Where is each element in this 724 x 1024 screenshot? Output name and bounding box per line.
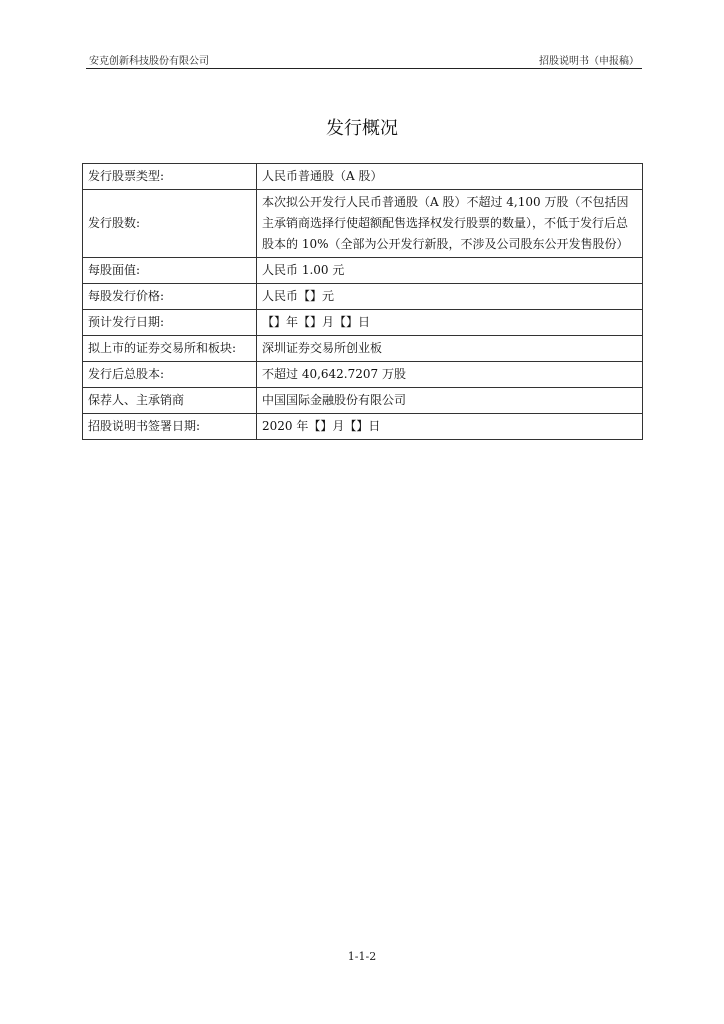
row-value: 不超过 40,642.7207 万股	[257, 362, 643, 388]
table-row-par-value	[83, 258, 643, 284]
table-row-signing-date	[83, 414, 643, 440]
row-value: 深圳证券交易所创业板	[257, 336, 643, 362]
table-row-stock-type	[83, 164, 643, 190]
row-value: 人民币普通股（A 股）	[257, 164, 643, 190]
row-label: 招股说明书签署日期:	[83, 414, 257, 440]
offering-overview-table	[82, 163, 643, 440]
row-value: 【】年【】月【】日	[257, 310, 643, 336]
header-document-type: 招股说明书（申报稿）	[539, 56, 639, 67]
page-title: 发行概况	[326, 118, 398, 139]
table-row-offer-price	[83, 284, 643, 310]
row-label: 保荐人、主承销商	[83, 388, 257, 414]
row-value: 2020 年【】月【】日	[257, 414, 643, 440]
page-header	[86, 50, 642, 69]
row-value: 中国国际金融股份有限公司	[257, 388, 643, 414]
row-value: 人民币 1.00 元	[257, 258, 643, 284]
row-label: 每股面值:	[83, 258, 257, 284]
row-value: 人民币【】元	[257, 284, 643, 310]
row-label: 每股发行价格:	[83, 284, 257, 310]
row-label: 预计发行日期:	[83, 310, 257, 336]
row-label: 拟上市的证券交易所和板块:	[83, 336, 257, 362]
row-label: 发行股数:	[83, 190, 257, 258]
table-row-exchange-board	[83, 336, 643, 362]
table-row-sponsor	[83, 388, 643, 414]
table-row-issue-date	[83, 310, 643, 336]
row-value: 本次拟公开发行人民币普通股（A 股）不超过 4,100 万股（不包括因主承销商选择行使超额配售选择权发行股票的数量），不低于发行后总股本的 10%（全部为公开发行新股，不涉及公司股东公开发售股份）	[257, 190, 643, 258]
row-label: 发行股票类型:	[83, 164, 257, 190]
table-row-total-shares	[83, 362, 643, 388]
table-row-share-count	[83, 190, 643, 258]
row-label: 发行后总股本:	[83, 362, 257, 388]
page-number: 1-1-2	[347, 950, 377, 963]
header-company-name: 安克创新科技股份有限公司	[89, 56, 209, 67]
